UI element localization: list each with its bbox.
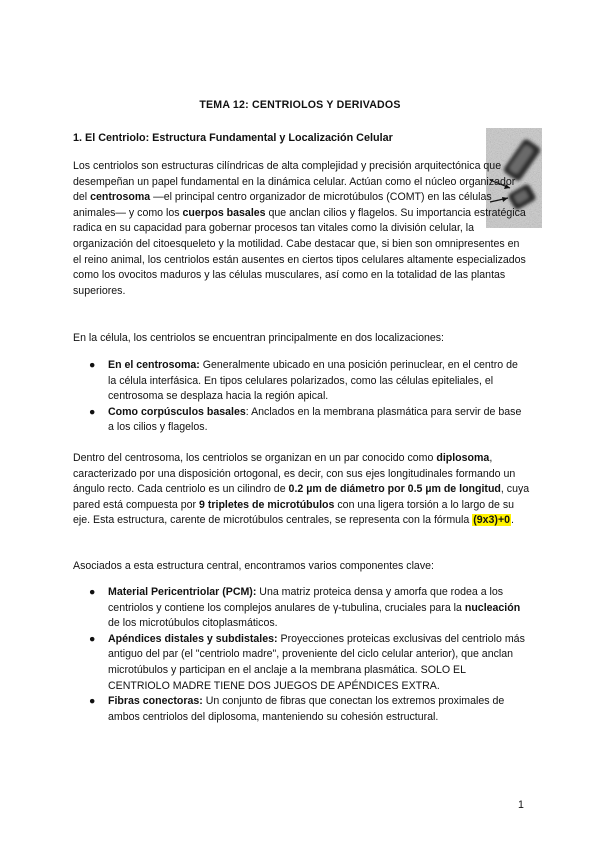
list-item: ● En el centrosoma: Generalmente ubicado en una posición perinuclear, en el centro de la célula interfásica. En tipos celulares polarizados, como las células epiteliales, el centrosoma se desplaza hacia la región apical. bbox=[89, 359, 518, 403]
highlighted-formula: (9x3)+0 bbox=[473, 514, 511, 527]
list-item: ● Fibras conectoras: Un conjunto de fibras que conectan los extremos proximales de ambos centriolos del diplosoma, manteniendo su cohesión estructural. bbox=[89, 695, 505, 723]
page-number: 1 bbox=[518, 799, 524, 811]
bullet-icon: ● bbox=[89, 359, 96, 371]
intro-paragraph: Los centriolos son estructuras cilíndricas de alta complejidad y precisión arquitectónica que desempeñan un papel fundamental en la dinámica celular. Actúan como el núcleo organizador del centrosoma —el principal centro organizador de microtúbulos (COMT) en las células animales— y como los cuerpos basales que anclan cilios y flagelos. Su importancia estratégica radica en su capacidad para gobernar procesos tan vitales como la división celular, la organización del citoesqueleto y la motilidad. Cabe destacar que, si bien son omnipresentes en el reino animal, los centriolos están ausentes en ciertos tipos celulares altamente especializados como los ovocitos maduros y las células musculares, así como en la totalidad de las plantas superiores. bbox=[73, 160, 526, 297]
diplosoma-paragraph: Dentro del centrosoma, los centriolos se organizan en un par conocido como diplosoma, caracterizado por una disposición ortogonal, es decir, con sus ejes longitudinales formando un ángulo recto. Cada centriolo es un cilindro de 0.2 µm de diámetro por 0.5 µm de longitud, cuya pared está compuesta por 9 tripletes de microtúbulos con una ligera torsión a lo largo de su eje. Esta estructura, carente de microtúbulos centrales, se representa con la fórmula (9x3)+0. bbox=[73, 452, 530, 527]
page-title: TEMA 12: CENTRIOLOS Y DERIVADOS bbox=[199, 99, 401, 111]
components-intro-paragraph: Asociados a esta estructura central, encontramos varios componentes clave: bbox=[73, 560, 434, 572]
bullet-icon: ● bbox=[89, 695, 96, 708]
list-item: ● Como corpúsculos basales: Anclados en la membrana plasmática para servir de base a los cilios y flagelos. bbox=[89, 405, 522, 434]
list-item: ● Material Pericentriolar (PCM): Una matriz proteica densa y amorfa que rodea a los centriolos y contiene los complejos anulares de γ-tubulina, cruciales para la nucleación de los microtúbulos citoplasmáticos. bbox=[89, 586, 521, 630]
bullet-icon: ● bbox=[89, 632, 96, 645]
bullet-icon: ● bbox=[89, 405, 96, 418]
section-heading: 1. El Centriolo: Estructura Fundamental y Localización Celular bbox=[73, 132, 393, 144]
list-item: ● Apéndices distales y subdistales: Proyecciones proteicas exclusivas del centriolo más antiguo del par (el "centriolo madre", proveniente del ciclo celular anterior), que anclan microtúbulos y participan en el anclaje a la membrana plasmática. SOLO EL CENTRIOLO MADRE TIENE DOS JUEGOS DE APÉNDICES EXTRA. bbox=[89, 632, 525, 692]
bullet-icon: ● bbox=[89, 586, 96, 598]
locations-list bbox=[89, 358, 525, 436]
locations-intro-paragraph: En la célula, los centriolos se encuentran principalmente en dos localizaciones: bbox=[73, 332, 444, 344]
components-list bbox=[89, 585, 525, 725]
